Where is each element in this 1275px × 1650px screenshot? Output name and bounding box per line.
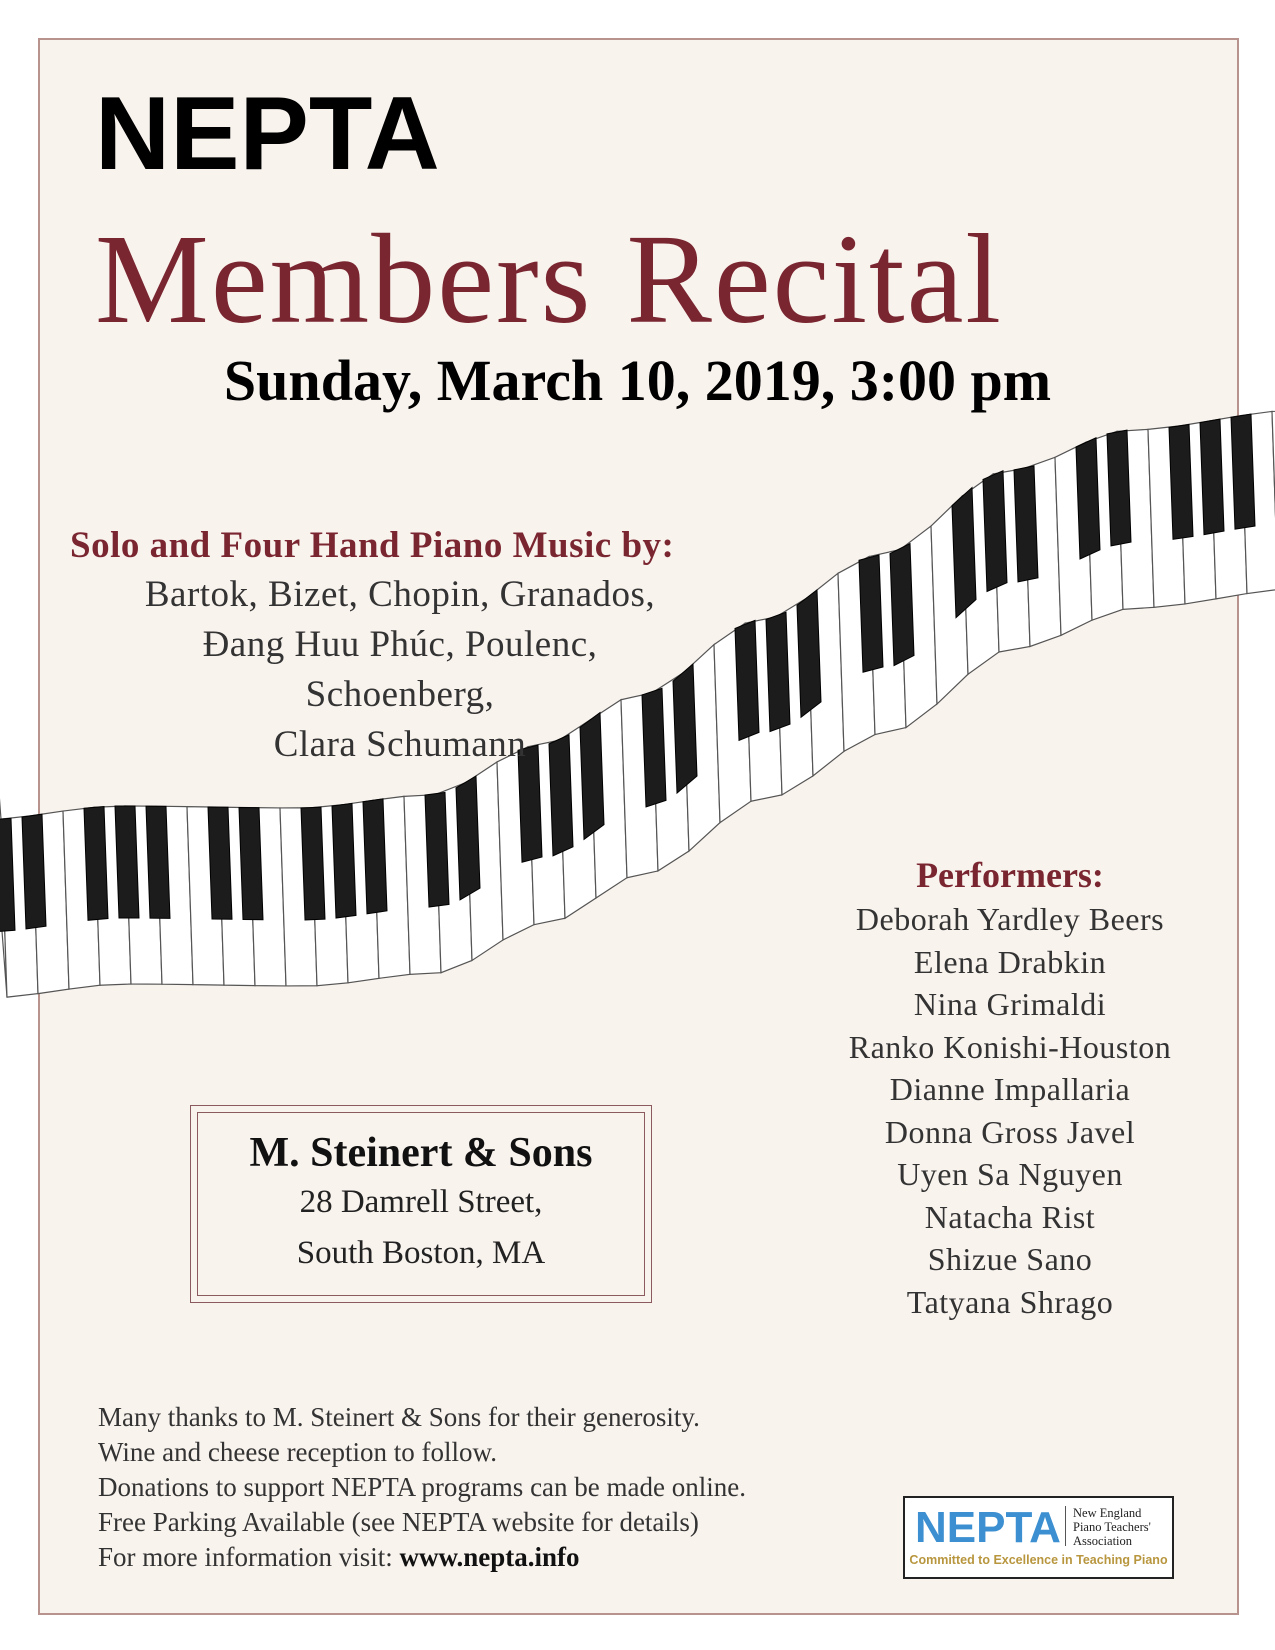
black-key xyxy=(797,590,821,717)
black-key xyxy=(1014,466,1038,582)
composer-line: Đang Huu Phúc, Poulenc, xyxy=(202,624,598,665)
org-title: NEPTA xyxy=(95,76,440,192)
black-key xyxy=(1231,414,1255,529)
website-link[interactable]: www.nepta.info xyxy=(399,1542,580,1572)
black-key xyxy=(952,488,976,618)
performer-name: Shizue Sano xyxy=(927,1241,1093,1277)
black-key xyxy=(22,814,46,929)
black-key xyxy=(115,806,139,918)
footer-info-line xyxy=(98,1540,746,1575)
venue-street: 28 Damrell Street, xyxy=(299,1184,543,1220)
composer-list xyxy=(100,570,700,770)
black-key xyxy=(1169,424,1193,539)
black-key xyxy=(1076,438,1100,559)
black-key xyxy=(766,612,790,731)
performer-name: Elena Drabkin xyxy=(913,943,1107,980)
black-key xyxy=(208,807,232,919)
performer-name: Ranko Konishi-Houston xyxy=(848,1028,1172,1065)
logo-wordmark: NEPTA xyxy=(915,1503,1061,1552)
footer-notes xyxy=(98,1400,746,1575)
black-key xyxy=(983,471,1007,592)
black-key xyxy=(890,544,914,666)
composer-line: Clara Schumann xyxy=(273,724,527,765)
black-key xyxy=(1107,430,1131,546)
venue-name: M. Steinert & Sons xyxy=(249,1130,593,1176)
program-heading: Solo and Four Hand Piano Music by: xyxy=(70,525,675,566)
performer-list xyxy=(800,898,1220,1323)
black-key xyxy=(146,806,170,918)
black-key xyxy=(456,776,480,900)
black-key xyxy=(239,807,263,919)
composer-line: Schoenberg, xyxy=(305,674,495,715)
performers-heading: Performers: xyxy=(916,855,1104,895)
performer-name: Nina Grimaldi xyxy=(913,986,1107,1022)
venue-city: South Boston, MA xyxy=(296,1235,546,1271)
composer-line: Bartok, Bizet, Chopin, Granados, xyxy=(144,574,656,615)
logo-association-line: New England xyxy=(1073,1506,1142,1520)
info-prefix: For more information visit: xyxy=(98,1542,400,1572)
black-key xyxy=(363,799,387,914)
footer-line: Wine and cheese reception to follow. xyxy=(98,1437,498,1467)
logo-tagline: Committed to Excellence in Teaching Piano xyxy=(909,1553,1168,1567)
footer-line: Free Parking Available (see NEPTA website for details) xyxy=(98,1507,699,1537)
black-key xyxy=(1200,419,1224,535)
black-key xyxy=(332,803,356,918)
logo-association-name xyxy=(1073,1506,1169,1548)
performer-name: Natacha Rist xyxy=(924,1198,1096,1235)
performer-name: Uyen Sa Nguyen xyxy=(897,1156,1123,1192)
black-key xyxy=(84,807,108,921)
performer-name: Tatyana Shrago xyxy=(906,1283,1114,1320)
event-title: Members Recital xyxy=(95,208,1003,350)
black-key xyxy=(301,807,325,920)
event-datetime: Sunday, March 10, 2019, 3:00 pm xyxy=(223,348,1052,413)
footer-line: Donations to support NEPTA programs can be made online. xyxy=(98,1472,746,1502)
performer-name: Donna Gross Javel xyxy=(884,1113,1136,1150)
nepta-logo xyxy=(903,1496,1174,1579)
black-key xyxy=(735,620,759,740)
black-key xyxy=(425,792,449,907)
venue-box-inner xyxy=(197,1112,645,1296)
logo-association-line: Piano Teachers' xyxy=(1073,1520,1151,1534)
logo-association-line: Association xyxy=(1073,1534,1133,1548)
footer-line: Many thanks to M. Steinert & Sons for their generosity. xyxy=(98,1402,700,1432)
performer-name: Deborah Yardley Beers xyxy=(855,901,1165,937)
black-key xyxy=(859,555,883,672)
venue-box xyxy=(190,1105,652,1303)
performer-name: Dianne Impallaria xyxy=(889,1071,1131,1107)
logo-divider xyxy=(1065,1506,1066,1546)
